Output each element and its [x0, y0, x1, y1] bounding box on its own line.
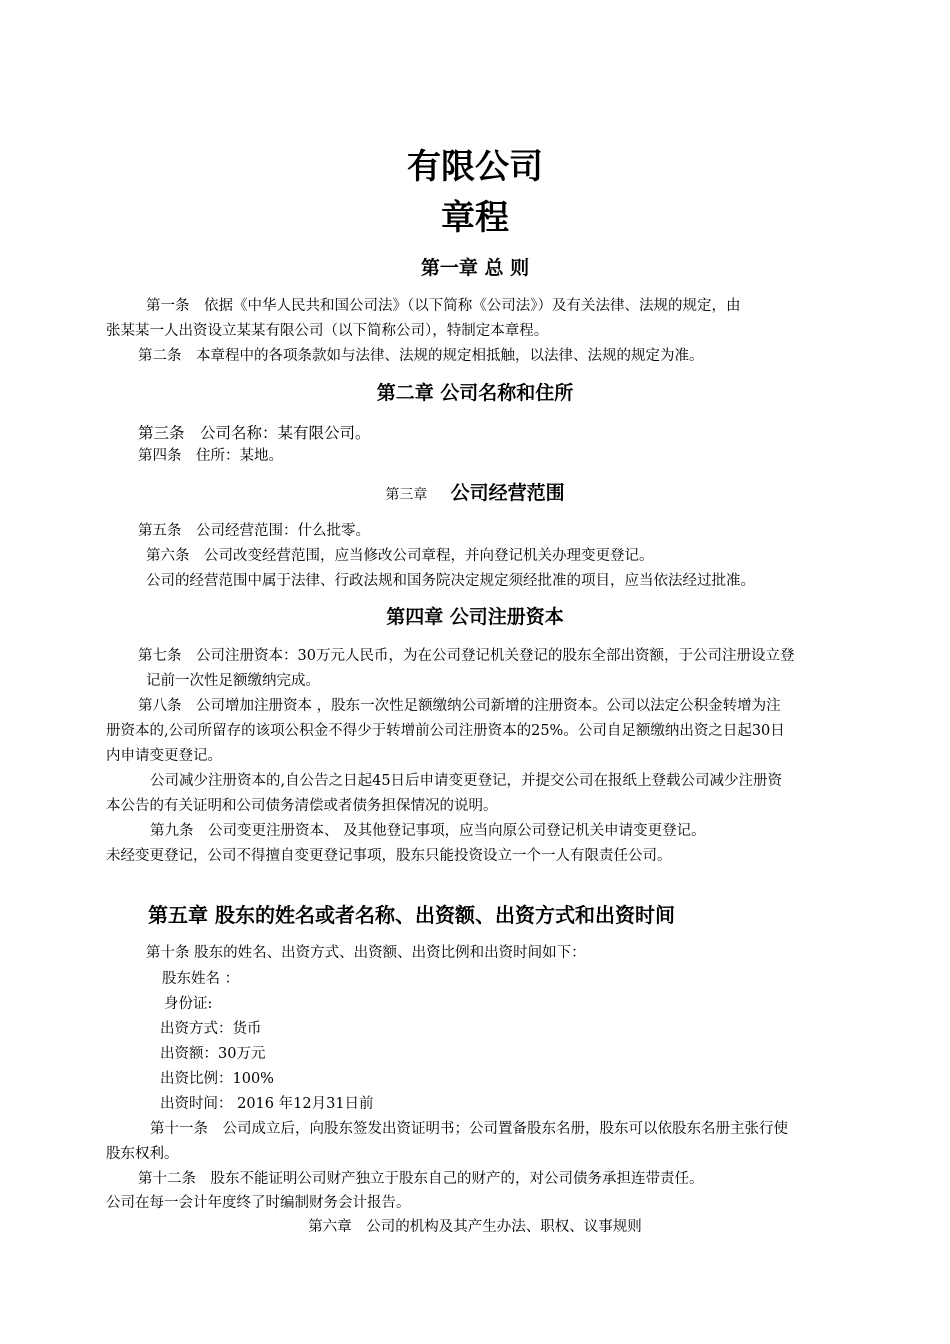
- chapter-5-heading: 第五章 股东的姓名或者名称、出资额、出资方式和出资时间: [148, 903, 675, 927]
- article-9-para-2: 未经变更登记，公司不得擅自变更登记事项，股东只能投资设立一个一人有限责任公司。: [106, 848, 672, 864]
- article-1-line-1: 第一条 依据《中华人民共和国公司法》（以下简称《公司法》）及有关法律、法规的规定，由: [146, 298, 741, 314]
- article-5: 第五条 公司经营范围：什么批零。: [138, 523, 370, 539]
- chapter-3-number: 第三章: [385, 487, 428, 503]
- document-title-line-1: 有限公司: [407, 147, 543, 187]
- article-7-line-1: 第七条 公司注册资本：30万元人民币，为在公司登记机关登记的股东全部出资额，于公司注册设立登: [138, 648, 795, 664]
- article-6: 第六条 公司改变经营范围，应当修改公司章程，并向登记机关办理变更登记。: [146, 548, 654, 564]
- article-8-para-2-line-1: 公司减少注册资本的,自公告之日起45日后申请变更登记，并提交公司在报纸上登载公司减少注册资: [150, 773, 783, 789]
- article-11-line-1: 第十一条 公司成立后，向股东签发出资证明书；公司置备股东名册，股东可以依股东名册主张行使: [150, 1121, 788, 1137]
- article-12-para-2: 公司在每一会计年度终了时编制财务会计报告。: [106, 1195, 411, 1211]
- article-2: 第二条 本章程中的各项条款如与法律、法规的规定相抵触，以法律、法规的规定为准。: [138, 348, 704, 364]
- chapter-3-heading: [0, 479, 950, 509]
- contribution-ratio: 出资比例：100%: [160, 1071, 274, 1087]
- chapter-2-heading: 第二章 公司名称和住所: [376, 382, 574, 404]
- shareholder-name: 股东姓名 ：: [162, 971, 240, 987]
- shareholder-id: 身份证:: [164, 996, 213, 1012]
- chapter-4-heading: 第四章 公司注册资本: [386, 606, 564, 628]
- article-11-line-2: 股东权利。: [106, 1146, 179, 1162]
- article-8-line-1: 第八条 公司增加注册资本 ，股东一次性足额缴纳公司新增的注册资本。公司以法定公积金转增为注: [138, 698, 781, 714]
- document-title-line-2: 章程: [441, 198, 509, 238]
- article-7-line-2: 记前一次性足额缴纳完成。: [146, 673, 320, 689]
- article-12: 第十二条 股东不能证明公司财产独立于股东自己的财产的，对公司债务承担连带责任。: [138, 1171, 704, 1187]
- contribution-amount: 出资额：30万元: [160, 1046, 266, 1062]
- article-1-line-2: 张某某一人出资设立某某有限公司（以下简称公司），特制定本章程。: [106, 323, 549, 339]
- contribution-method: 出资方式：货币: [160, 1021, 262, 1037]
- article-6-para-2: 公司的经营范围中属于法律、行政法规和国务院决定规定须经批准的项目，应当依法经过批准。: [146, 573, 755, 589]
- article-9: 第九条 公司变更注册资本、 及其他登记事项，应当向原公司登记机关申请变更登记。: [150, 823, 706, 839]
- article-8-line-2: 册资本的,公司所留存的该项公积金不得少于转增前公司注册资本的25%。公司自足额缴纳出资之日起30日: [106, 723, 785, 739]
- article-10: 第十条 股东的姓名、出资方式、出资额、出资比例和出资时间如下：: [146, 945, 586, 961]
- article-3: 第三条 公司名称：某有限公司。: [138, 424, 371, 442]
- article-4: 第四条 住所：某地。: [138, 448, 283, 464]
- chapter-6-heading: 第六章 公司的机构及其产生办法、职权、议事规则: [308, 1219, 642, 1235]
- chapter-3-title: 公司经营范围: [450, 482, 565, 504]
- contribution-time: 出资时间： 2016 年12月31日前: [160, 1096, 374, 1112]
- article-8-para-2-line-2: 本公告的有关证明和公司债务清偿或者债务担保情况的说明。: [106, 798, 498, 814]
- article-8-line-3: 内申请变更登记。: [106, 748, 222, 764]
- chapter-1-heading: 第一章 总 则: [420, 257, 530, 279]
